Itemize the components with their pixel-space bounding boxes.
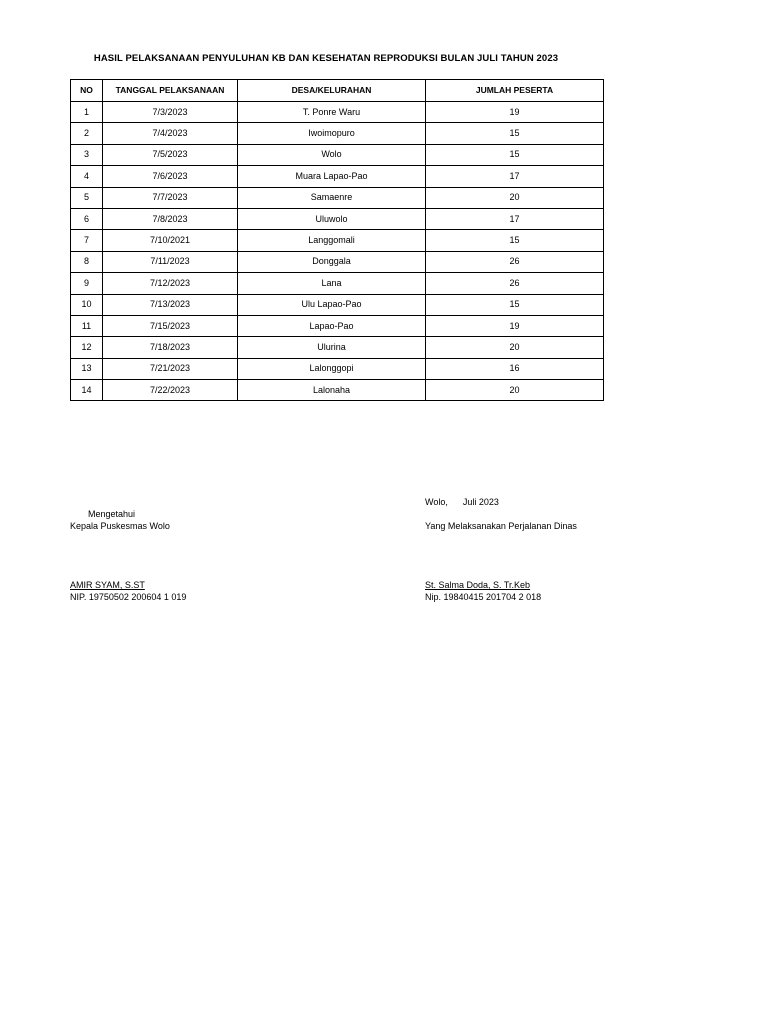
table-row [71,102,604,123]
cell-desa: Samaenre [238,187,426,208]
header-jumlah: JUMLAH PESERTA [426,80,604,102]
cell-no: 11 [71,315,103,336]
cell-desa: T. Ponre Waru [238,102,426,123]
cell-no: 3 [71,144,103,165]
cell-no: 5 [71,187,103,208]
report-table [70,79,604,401]
cell-jumlah: 20 [426,187,604,208]
cell-jumlah: 17 [426,166,604,187]
table-row [71,230,604,251]
cell-desa: Uluwolo [238,208,426,229]
table-body [71,102,604,401]
cell-tanggal: 7/11/2023 [103,251,238,272]
cell-no: 10 [71,294,103,315]
header-tanggal: TANGGAL PELAKSANAAN [103,80,238,102]
table-row [71,251,604,272]
cell-jumlah: 20 [426,337,604,358]
cell-desa: Donggala [238,251,426,272]
cell-desa: Lapao-Pao [238,315,426,336]
document-title: HASIL PELAKSANAAN PENYULUHAN KB DAN KESEHATAN REPRODUKSI BULAN JULI TAHUN 2023 [93,53,559,64]
table-row [71,294,604,315]
cell-desa: Lana [238,273,426,294]
table-row [71,358,604,379]
cell-jumlah: 15 [426,144,604,165]
right-position: Yang Melaksanakan Perjalanan Dinas [425,521,577,531]
cell-desa: Ulu Lapao-Pao [238,294,426,315]
table-row [71,337,604,358]
cell-tanggal: 7/21/2023 [103,358,238,379]
cell-jumlah: 15 [426,294,604,315]
cell-tanggal: 7/13/2023 [103,294,238,315]
cell-tanggal: 7/15/2023 [103,315,238,336]
left-acknowledge-label: Mengetahui [88,509,136,519]
cell-tanggal: 7/22/2023 [103,380,238,401]
header-desa: DESA/KELURAHAN [238,80,426,102]
cell-desa: Wolo [238,144,426,165]
cell-tanggal: 7/4/2023 [103,123,238,144]
table-row [71,380,604,401]
right-signatory-nip: Nip. 19840415 201704 2 018 [425,592,542,602]
left-signatory-name: AMIR SYAM, S.ST [70,580,145,590]
cell-jumlah: 20 [426,380,604,401]
cell-no: 2 [71,123,103,144]
cell-jumlah: 15 [426,230,604,251]
cell-no: 4 [71,166,103,187]
table-header-row [71,80,604,102]
table-row [71,166,604,187]
cell-tanggal: 7/5/2023 [103,144,238,165]
cell-desa: Langgomali [238,230,426,251]
cell-jumlah: 26 [426,251,604,272]
cell-jumlah: 19 [426,315,604,336]
table-row [71,187,604,208]
header-no: NO [71,80,103,102]
cell-desa: Lalonggopi [238,358,426,379]
table-row [71,208,604,229]
left-signatory-nip: NIP. 19750502 200604 1 019 [70,592,187,602]
cell-desa: Lalonaha [238,380,426,401]
cell-jumlah: 19 [426,102,604,123]
cell-desa: Muara Lapao-Pao [238,166,426,187]
table-row [71,273,604,294]
table-row [71,315,604,336]
cell-no: 1 [71,102,103,123]
right-signatory-name: St. Salma Doda, S. Tr.Keb [425,580,531,590]
cell-no: 7 [71,230,103,251]
cell-jumlah: 15 [426,123,604,144]
cell-jumlah: 17 [426,208,604,229]
cell-jumlah: 16 [426,358,604,379]
cell-desa: Ulurina [238,337,426,358]
cell-tanggal: 7/12/2023 [103,273,238,294]
cell-no: 14 [71,380,103,401]
cell-no: 12 [71,337,103,358]
cell-tanggal: 7/3/2023 [103,102,238,123]
table-row [71,144,604,165]
table-row [71,123,604,144]
cell-tanggal: 7/18/2023 [103,337,238,358]
cell-tanggal: 7/6/2023 [103,166,238,187]
cell-tanggal: 7/8/2023 [103,208,238,229]
cell-no: 13 [71,358,103,379]
cell-no: 9 [71,273,103,294]
left-position: Kepala Puskesmas Wolo [70,521,170,531]
cell-jumlah: 26 [426,273,604,294]
cell-no: 8 [71,251,103,272]
right-place-date: Wolo, Juli 2023 [425,497,499,507]
cell-tanggal: 7/7/2023 [103,187,238,208]
cell-no: 6 [71,208,103,229]
cell-tanggal: 7/10/2021 [103,230,238,251]
cell-desa: Iwoimopuro [238,123,426,144]
